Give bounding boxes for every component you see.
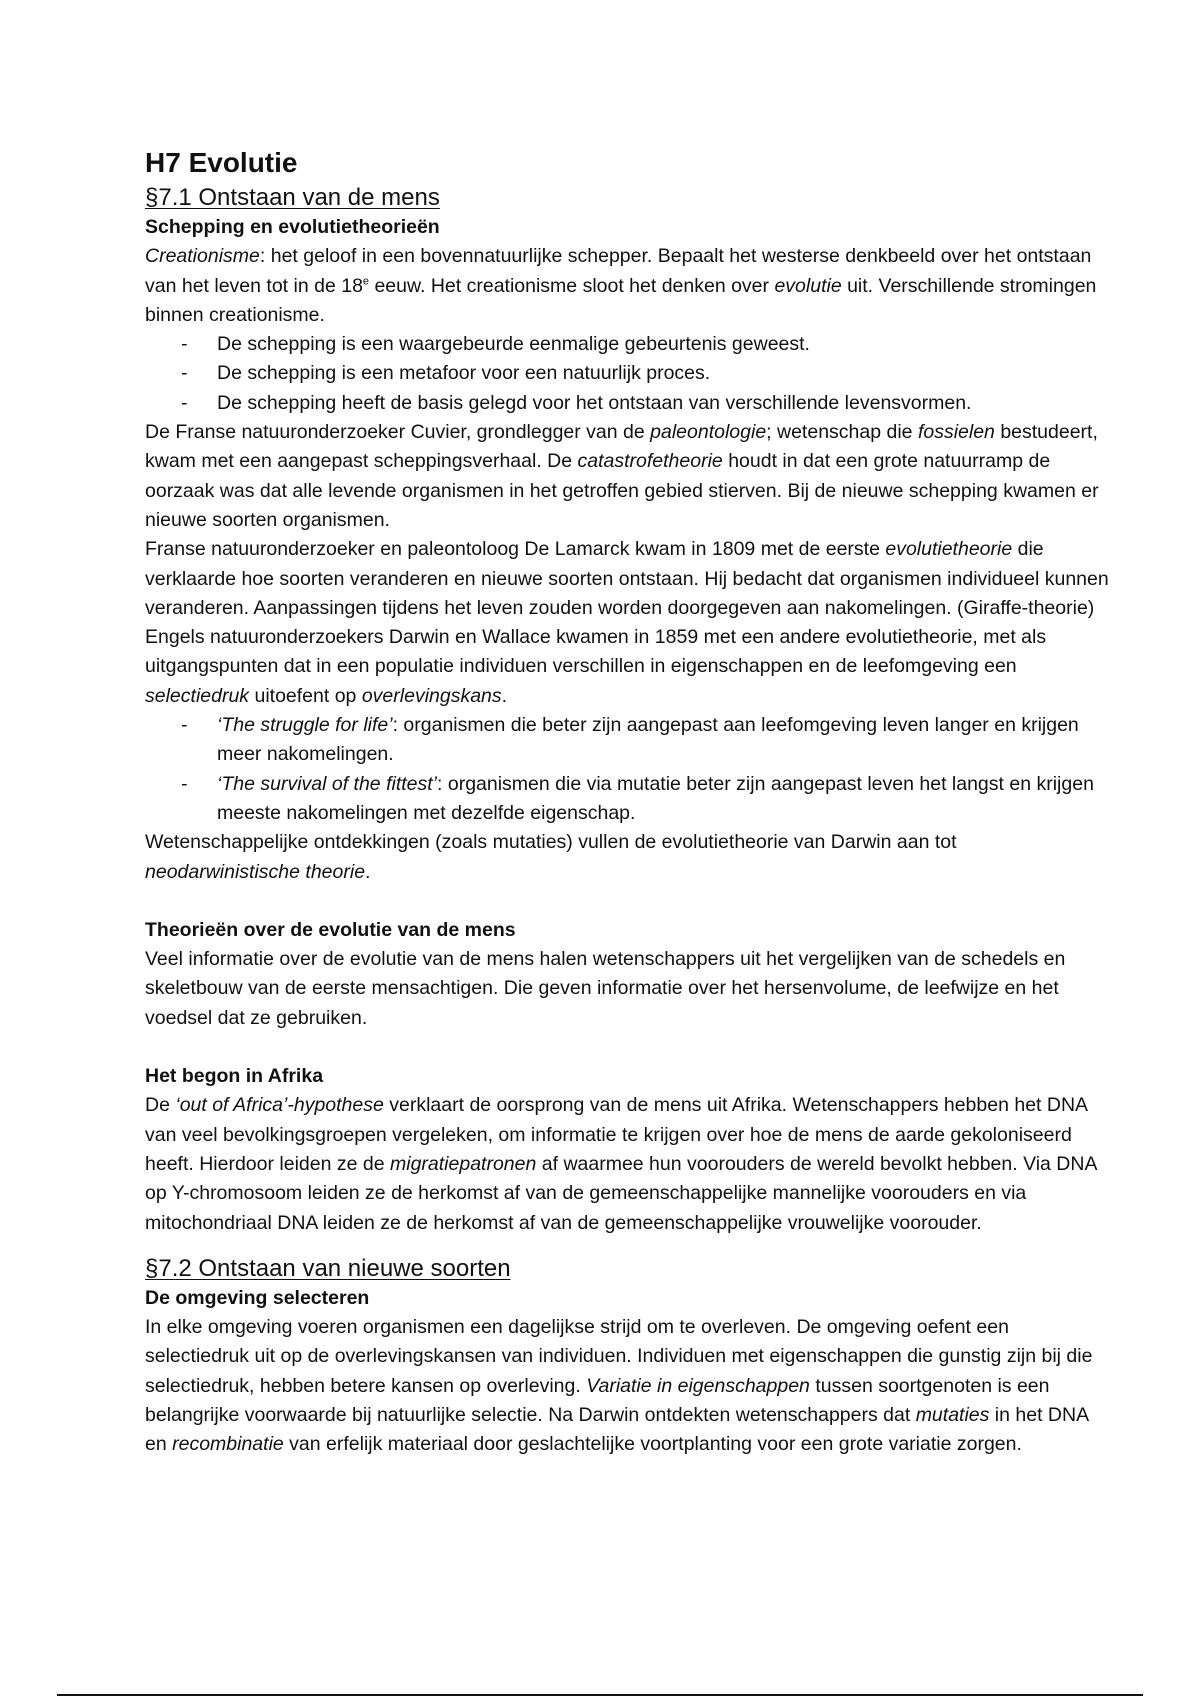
list-item: - De schepping is een waargebeurde eenmalige gebeurtenis geweest. bbox=[217, 330, 1110, 359]
document-page bbox=[145, 146, 1110, 1460]
list-darwin-principles bbox=[145, 711, 1110, 828]
list-item: - De schepping is een metafoor voor een natuurlijk proces. bbox=[217, 359, 1110, 388]
page-title: H7 Evolutie bbox=[145, 147, 298, 178]
section-heading-7-2: §7.2 Ontstaan van nieuwe soorten bbox=[145, 1254, 511, 1282]
list-item: - De schepping heeft de basis gelegd voor het ontstaan van verschillende levensvormen. bbox=[217, 389, 1110, 418]
paragraph-neodarwinisme: Wetenschappelijke ontdekkingen (zoals mutaties) vullen de evolutietheorie van Darwin aan tot neodarwinistische theorie. bbox=[145, 831, 957, 883]
paragraph-lamarck: Franse natuuronderzoeker en paleontoloog De Lamarck kwam in 1809 met de eerste evolutietheorie die verklaarde hoe soorten veranderen en nieuwe soorten ontstaan. Hij bedacht dat organismen individueel kunnen veranderen. Aanpassingen tijdens het leven zouden worden doorgegeven aan nakomelingen. (Giraffe-theorie) bbox=[145, 538, 1109, 619]
footer-divider bbox=[57, 1694, 1143, 1696]
subheading-theorieen: Theorieën over de evolutie van de mens bbox=[145, 918, 516, 941]
paragraph-theorieen: Veel informatie over de evolutie van de mens halen wetenschappers uit het vergelijken van de schedels en skeletbouw van de eerste mensachtigen. Die geven informatie over het hersenvolume, de leefwijze en het voedsel dat ze gebruiken. bbox=[145, 948, 1066, 1029]
paragraph-cuvier: De Franse natuuronderzoeker Cuvier, grondlegger van de paleontologie; wetenschap die fossielen bestudeert, kwam met een aangepast scheppingsverhaal. De catastrofetheorie houdt in dat een grote natuurramp de oorzaak was dat alle levende organismen in het getroffen gebied stierven. Bij de nieuwe schepping kwamen er nieuwe soorten organismen. bbox=[145, 421, 1099, 531]
list-item: - ‘The struggle for life’: organismen die beter zijn aangepast aan leefomgeving leven langer en krijgen meer nakomelingen. bbox=[217, 711, 1110, 770]
paragraph-darwin: Engels natuuronderzoekers Darwin en Wallace kwamen in 1859 met een andere evolutietheorie, met als uitgangspunten dat in een populatie individuen verschillen in eigenschappen en de leefomgeving een selectiedruk uitoefent op overlevingskans. bbox=[145, 626, 1047, 707]
subheading-afrika: Het begon in Afrika bbox=[145, 1065, 324, 1088]
paragraph-afrika: De ‘out of Africa’-hypothese verklaart de oorsprong van de mens uit Afrika. Wetenschappers hebben het DNA van veel bevolkingsgroepen vergeleken, om informatie te krijgen over hoe de mens de aarde gekoloniseerd heeft. Hierdoor leiden ze de migratiepatronen af waarmee hun voorouders de wereld bevolkt hebben. Via DNA op Y-chromosoom leiden ze de herkomst af van de gemeenschappelijke mannelijke voorouders en via mitochondriaal DNA leiden ze de herkomst af van de gemeenschappelijke vrouwelijke voorouder. bbox=[145, 1094, 1097, 1234]
paragraph-creationisme: Creationisme: het geloof in een bovennatuurlijke schepper. Bepaalt het westerse denkbeeld over het ontstaan van het leven tot in de 18e eeuw. Het creationisme sloot het denken over evolutie uit. Verschillende stromingen binnen creationisme. bbox=[145, 245, 1097, 326]
subheading-schepping: Schepping en evolutietheorieën bbox=[145, 216, 440, 238]
list-stromingen bbox=[145, 330, 1110, 418]
list-item: - ‘The survival of the fittest’: organismen die via mutatie beter zijn aangepast leven het langst en krijgen meeste nakomelingen met dezelfde eigenschap. bbox=[217, 770, 1110, 829]
section-heading-7-1: §7.1 Ontstaan van de mens bbox=[145, 184, 440, 211]
subheading-omgeving: De omgeving selecteren bbox=[145, 1286, 370, 1309]
paragraph-omgeving: In elke omgeving voeren organismen een dagelijkse strijd om te overleven. De omgeving oefent een selectiedruk uit op de overlevingskansen van individuen. Individuen met eigenschappen die gunstig zijn bij die selectiedruk, hebben betere kansen op overleving. Variatie in eigenschappen tussen soortgenoten is een belangrijke voorwaarde bij natuurlijke selectie. Na Darwin ontdekten wetenschappers dat mutaties in het DNA en recombinatie van erfelijk materiaal door geslachtelijke voortplanting voor een grote variatie zorgen. bbox=[145, 1316, 1093, 1456]
